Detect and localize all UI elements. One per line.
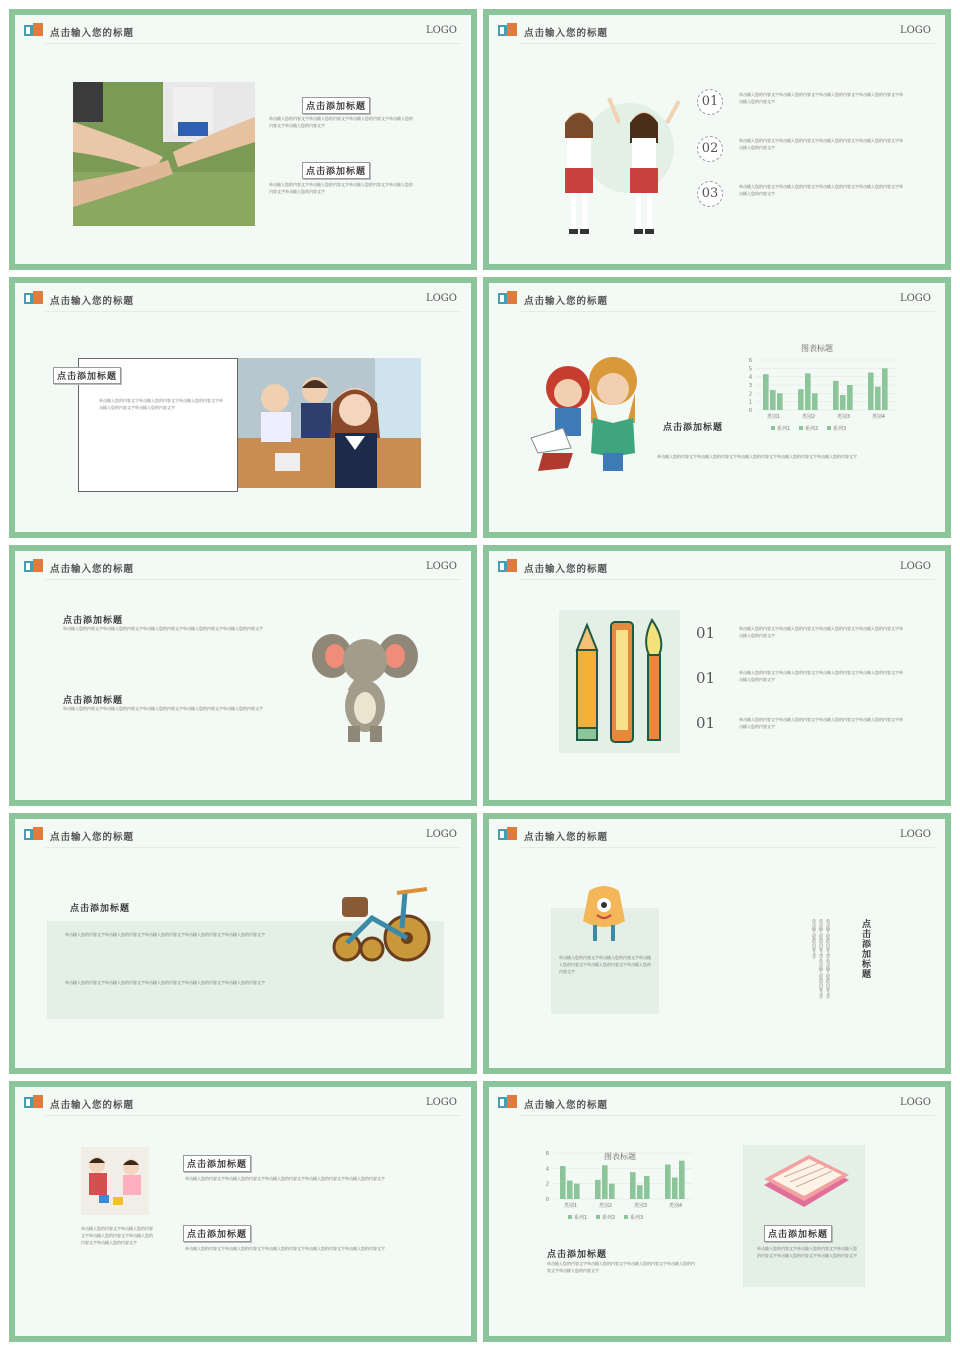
body-text-2: 单击输入您的内容文字单击输入您的内容文字单击输入您的内容文字单击输入您的内容文字单击输入您的内容文字 xyxy=(269,182,413,194)
item-text-3: 单击输入您的内容文字单击输入您的内容文字单击输入您的内容文字单击输入您的内容文字单击输入您的内容文字 xyxy=(739,184,903,196)
bar xyxy=(882,368,888,410)
logo: LOGO xyxy=(899,25,931,36)
item-text-3: 单击输入您的内容文字单击输入您的内容文字单击输入您的内容文字单击输入您的内容文字单击输入您的内容文字 xyxy=(739,717,903,729)
y-tick-label: 2 xyxy=(545,1181,549,1188)
legend-swatch xyxy=(827,426,831,430)
bar xyxy=(665,1165,671,1200)
bar xyxy=(637,1185,643,1199)
vertical-body-text: 单击输入您的内容文字单击输入您的内容文字单击输入您的内容文字单击输入您的内容文字单击输入您的内容文字 xyxy=(812,919,831,999)
chart-2 xyxy=(539,1145,699,1235)
logo: LOGO xyxy=(425,561,457,572)
panel-text: 单击输入您的内容文字单击输入您的内容文字单击输入您的内容文字单击输入您的内容文字单击输入您的内容文字 xyxy=(559,955,651,974)
bar xyxy=(574,1184,580,1199)
body-text-1: 单击输入您的内容文字单击输入您的内容文字单击输入您的内容文字单击输入您的内容文字单击输入您的内容文字 xyxy=(63,626,263,631)
books-icon xyxy=(497,21,519,37)
x-tick-label: 类别4 xyxy=(871,414,886,420)
monster-illustration xyxy=(579,881,629,945)
header-divider xyxy=(519,1115,935,1116)
header-divider xyxy=(519,43,935,44)
bar xyxy=(644,1176,650,1199)
legend-swatch xyxy=(568,1215,572,1219)
legend-label: 系列1 xyxy=(777,426,791,432)
books-icon xyxy=(23,825,45,841)
bar xyxy=(770,390,776,410)
bar xyxy=(567,1181,573,1199)
legend-swatch xyxy=(624,1215,628,1219)
photo-caption-text: 单击输入您的内容文字单击输入您的内容文字单击输入您的内容文字单击输入您的内容文字单击输入您的内容文字 xyxy=(81,1226,153,1245)
item-number-1: 01 xyxy=(696,624,716,642)
two-girls-illustration xyxy=(549,93,689,243)
books-icon xyxy=(23,289,45,305)
item-number-3: 01 xyxy=(696,714,716,732)
slide-1 xyxy=(9,9,477,270)
pencils-illustration xyxy=(559,610,680,753)
bar xyxy=(630,1172,636,1199)
item-text-1: 单击输入您的内容文字单击输入您的内容文字单击输入您的内容文字单击输入您的内容文字单击输入您的内容文字 xyxy=(739,626,903,638)
slide-title: 点击输入您的标题 xyxy=(50,832,135,843)
slide-9 xyxy=(9,1081,477,1342)
slide-3 xyxy=(9,277,477,538)
chart-1-title: 图表标题 xyxy=(801,344,833,353)
y-tick-label: 4 xyxy=(748,374,752,381)
slide-title: 点击输入您的标题 xyxy=(524,564,609,575)
slide-2 xyxy=(483,9,951,270)
header-divider xyxy=(519,311,935,312)
legend-swatch xyxy=(596,1215,600,1219)
section-heading: 点击添加标题 xyxy=(53,367,121,384)
y-tick-label: 5 xyxy=(748,366,752,373)
books-icon xyxy=(497,825,519,841)
header-divider xyxy=(45,579,461,580)
legend-label: 系列1 xyxy=(574,1215,588,1221)
y-tick-label: 6 xyxy=(748,358,752,364)
legend-swatch xyxy=(799,426,803,430)
books-icon xyxy=(23,1093,45,1109)
section-heading-1: 点击添加标题 xyxy=(302,97,370,114)
slide-6 xyxy=(483,545,951,806)
slide-title: 点击输入您的标题 xyxy=(50,28,135,39)
slide-10 xyxy=(483,1081,951,1342)
books-icon xyxy=(497,557,519,573)
section-heading-left: 点击添加标题 xyxy=(547,1250,608,1260)
children-hands-photo xyxy=(73,82,255,226)
item-number-1: 01 xyxy=(697,89,723,115)
logo: LOGO xyxy=(899,1097,931,1108)
body-text-2: 单击输入您的内容文字单击输入您的内容文字单击输入您的内容文字单击输入您的内容文字单击输入您的内容文字 xyxy=(65,980,265,985)
kids-reading-illustration xyxy=(523,353,653,478)
bar xyxy=(805,373,811,410)
logo: LOGO xyxy=(899,293,931,304)
item-text-2: 单击输入您的内容文字单击输入您的内容文字单击输入您的内容文字单击输入您的内容文字单击输入您的内容文字 xyxy=(739,138,903,150)
y-tick-label: 1 xyxy=(748,399,752,406)
x-tick-label: 类别2 xyxy=(801,414,816,420)
header-divider xyxy=(45,311,461,312)
books-icon xyxy=(497,289,519,305)
header-divider xyxy=(519,579,935,580)
x-tick-label: 类别3 xyxy=(836,414,851,420)
books-icon xyxy=(23,21,45,37)
slide-title: 点击输入您的标题 xyxy=(524,832,609,843)
chart-2-title: 图表标题 xyxy=(604,1152,636,1161)
slide-8 xyxy=(483,813,951,1074)
classroom-photo xyxy=(235,358,421,488)
header-divider xyxy=(45,1115,461,1116)
section-heading-1: 点击添加标题 xyxy=(183,1155,251,1172)
logo: LOGO xyxy=(425,829,457,840)
slide-title: 点击输入您的标题 xyxy=(50,564,135,575)
item-text-1: 单击输入您的内容文字单击输入您的内容文字单击输入您的内容文字单击输入您的内容文字单击输入您的内容文字 xyxy=(739,92,903,104)
chart-1 xyxy=(744,355,904,435)
y-tick-label: 0 xyxy=(748,408,752,414)
body-text-1: 单击输入您的内容文字单击输入您的内容文字单击输入您的内容文字单击输入您的内容文字单击输入您的内容文字 xyxy=(65,932,265,937)
y-tick-label: 4 xyxy=(545,1166,549,1173)
item-number-3: 03 xyxy=(697,181,723,207)
children-playing-photo xyxy=(81,1147,149,1215)
x-tick-label: 类别2 xyxy=(598,1203,613,1209)
slide-title: 点击输入您的标题 xyxy=(50,1100,135,1111)
bar xyxy=(847,385,853,410)
section-heading: 点击添加标题 xyxy=(70,904,131,914)
slide-title: 点击输入您的标题 xyxy=(524,1100,609,1111)
logo: LOGO xyxy=(425,1097,457,1108)
slide-5 xyxy=(9,545,477,806)
x-tick-label: 类别1 xyxy=(766,414,781,420)
bar xyxy=(875,387,881,410)
x-tick-label: 类别1 xyxy=(563,1203,578,1209)
section-heading-2: 点击添加标题 xyxy=(183,1225,251,1242)
bar xyxy=(595,1180,601,1199)
books-icon xyxy=(23,557,45,573)
item-number-2: 02 xyxy=(697,136,723,162)
body-text-1: 单击输入您的内容文字单击输入您的内容文字单击输入您的内容文字单击输入您的内容文字单击输入您的内容文字 xyxy=(185,1176,385,1181)
body-text-1: 单击输入您的内容文字单击输入您的内容文字单击输入您的内容文字单击输入您的内容文字单击输入您的内容文字 xyxy=(269,116,413,128)
bar xyxy=(679,1161,685,1199)
body-text-2: 单击输入您的内容文字单击输入您的内容文字单击输入您的内容文字单击输入您的内容文字单击输入您的内容文字 xyxy=(63,706,263,711)
y-tick-label: 3 xyxy=(748,383,752,389)
y-tick-label: 2 xyxy=(748,391,752,398)
y-tick-label: 6 xyxy=(545,1151,549,1157)
books-icon xyxy=(497,1093,519,1109)
item-number-2: 01 xyxy=(696,669,716,687)
legend-label: 系列2 xyxy=(602,1215,616,1221)
bar xyxy=(777,393,783,410)
legend-label: 系列3 xyxy=(833,426,847,432)
bar xyxy=(798,389,804,410)
bar xyxy=(833,381,839,410)
section-heading-right: 点击添加标题 xyxy=(764,1225,832,1242)
logo: LOGO xyxy=(899,829,931,840)
body-text: 单击输入您的内容文字单击输入您的内容文字单击输入您的内容文字单击输入您的内容文字单击输入您的内容文字 xyxy=(99,398,223,410)
section-heading-2: 点击添加标题 xyxy=(63,696,124,706)
body-text-2: 单击输入您的内容文字单击输入您的内容文字单击输入您的内容文字单击输入您的内容文字单击输入您的内容文字 xyxy=(185,1246,385,1251)
section-heading: 点击添加标题 xyxy=(663,423,724,433)
body-text: 单击输入您的内容文字单击输入您的内容文字单击输入您的内容文字单击输入您的内容文字单击输入您的内容文字 xyxy=(657,454,857,459)
vertical-section-heading: 点击添加标题 xyxy=(860,919,870,979)
x-tick-label: 类别4 xyxy=(668,1203,683,1209)
tricycle-illustration xyxy=(327,883,437,963)
legend-label: 系列2 xyxy=(805,426,819,432)
header-divider xyxy=(45,847,461,848)
x-tick-label: 类别3 xyxy=(633,1203,648,1209)
header-divider xyxy=(45,43,461,44)
item-text-2: 单击输入您的内容文字单击输入您的内容文字单击输入您的内容文字单击输入您的内容文字单击输入您的内容文字 xyxy=(739,670,903,682)
slide-title: 点击输入您的标题 xyxy=(50,296,135,307)
bar xyxy=(812,393,818,410)
legend-swatch xyxy=(771,426,775,430)
slide-title: 点击输入您的标题 xyxy=(524,28,609,39)
bar xyxy=(602,1165,608,1199)
header-divider xyxy=(519,847,935,848)
slide-4 xyxy=(483,277,951,538)
bar xyxy=(560,1166,566,1199)
slide-7 xyxy=(9,813,477,1074)
bar xyxy=(868,373,874,411)
section-heading-1: 点击添加标题 xyxy=(63,616,124,626)
notepad-illustration xyxy=(754,1155,854,1215)
body-text-left: 单击输入您的内容文字单击输入您的内容文字单击输入您的内容文字单击输入您的内容文字单击输入您的内容文字 xyxy=(547,1261,695,1273)
logo: LOGO xyxy=(899,561,931,572)
body-text-right: 单击输入您的内容文字单击输入您的内容文字单击输入您的内容文字单击输入您的内容文字单击输入您的内容文字 xyxy=(757,1246,857,1258)
section-heading-2: 点击添加标题 xyxy=(302,162,370,179)
logo: LOGO xyxy=(425,25,457,36)
bar xyxy=(840,395,846,410)
y-tick-label: 0 xyxy=(545,1197,549,1203)
slide-title: 点击输入您的标题 xyxy=(524,296,609,307)
elephant-illustration xyxy=(310,626,420,746)
bar xyxy=(763,374,769,410)
legend-label: 系列3 xyxy=(630,1215,644,1221)
logo: LOGO xyxy=(425,293,457,304)
bar xyxy=(672,1178,678,1199)
bar xyxy=(609,1184,615,1199)
